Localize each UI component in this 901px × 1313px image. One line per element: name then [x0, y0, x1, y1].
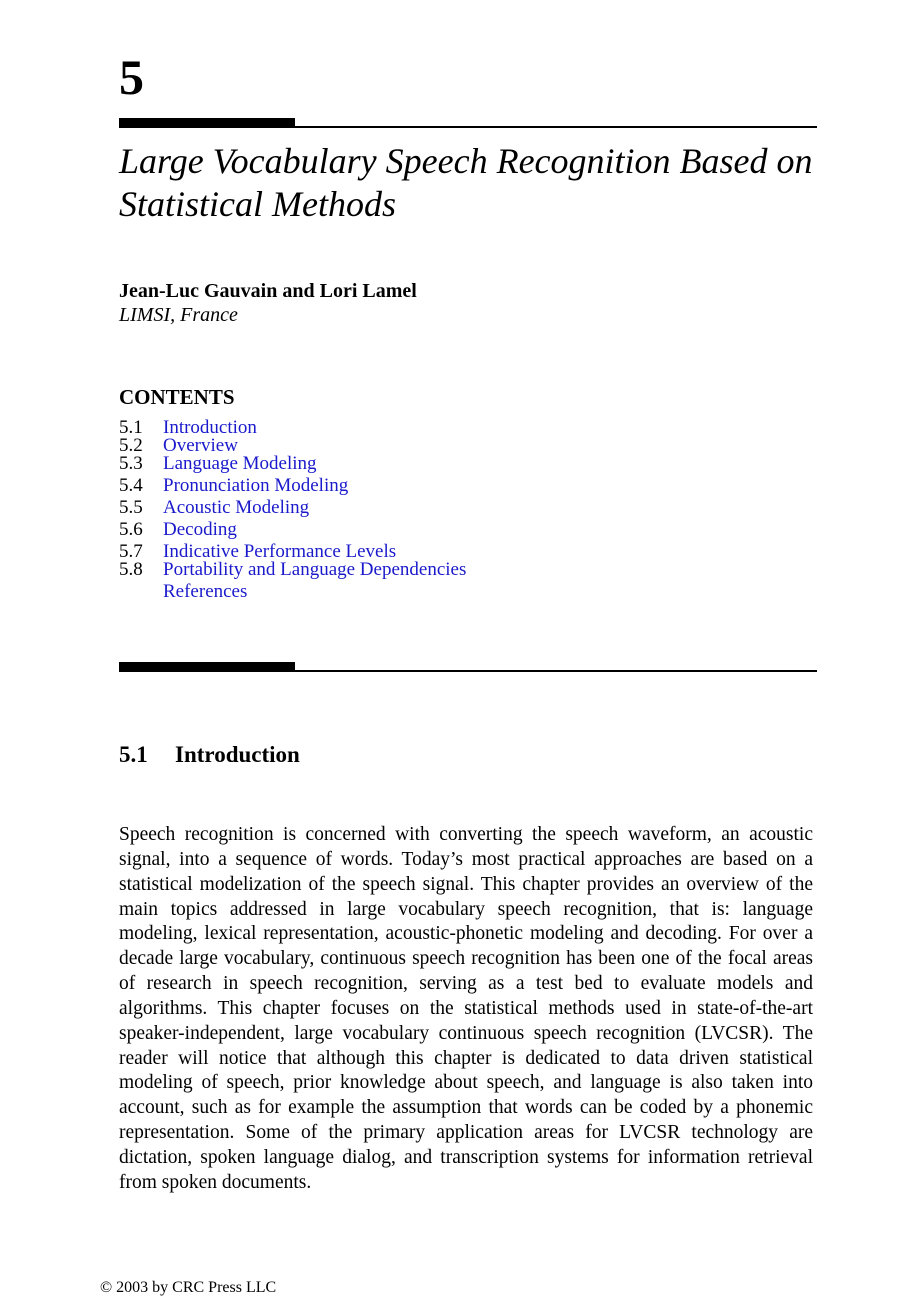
toc-link-language-modeling[interactable]: Language Modeling	[163, 453, 317, 474]
toc-item-number: 5.8	[119, 559, 143, 580]
toc-item-number: 5.3	[119, 453, 143, 474]
section-number: 5.1	[119, 742, 148, 767]
toc-link-acoustic-modeling[interactable]: Acoustic Modeling	[163, 497, 310, 518]
chapter-authors: Jean-Luc Gauvain and Lori Lamel	[119, 280, 417, 302]
toc-item-number: 5.6	[119, 519, 143, 540]
section-heading	[119, 741, 300, 769]
section-title: Introduction	[175, 742, 300, 767]
author-affiliation: LIMSI, France	[119, 304, 238, 326]
chapter-rule-top	[119, 118, 817, 128]
toc-item-number: 5.2	[119, 435, 143, 456]
contents-heading: CONTENTS	[119, 385, 235, 409]
toc-link-pronunciation-modeling[interactable]: Pronunciation Modeling	[163, 475, 349, 496]
toc-item-number: 5.1	[119, 417, 143, 438]
copyright-footer: © 2003 by CRC Press LLC	[100, 1279, 277, 1296]
toc-link-references[interactable]: References	[163, 581, 248, 602]
toc-link-portability[interactable]: Portability and Language Dependencies	[163, 559, 467, 580]
toc-link-introduction[interactable]: Introduction	[163, 417, 257, 438]
toc-link-performance-levels[interactable]: Indicative Performance Levels	[163, 541, 397, 562]
contents-rule-bottom	[119, 662, 817, 672]
toc-item-number: 5.4	[119, 475, 143, 496]
toc-link-decoding[interactable]: Decoding	[163, 519, 237, 540]
toc-link-overview[interactable]: Overview	[163, 435, 238, 456]
rule-thin-line	[119, 126, 817, 128]
chapter-number: 5	[119, 49, 144, 105]
rule-thin-line	[119, 670, 817, 672]
toc-item-number: 5.5	[119, 497, 143, 518]
section-body-paragraph: Speech recognition is concerned with converting the speech waveform, an acoustic signal, into a sequence of words. Today’s most practical approaches are based on a statistical modelization of the speech signal. This chapter provides an overview of the main topics addressed in large vocabulary speech recognition, that is: language modeling, lexical representation, acoustic-phonetic modeling and decoding. For over a decade large vocabulary, continuous speech recognition has been one of the focal areas of research in speech recognition, serving as a test bed to evaluate models and algorithms. This chapter focuses on the statistical methods used in state-of-the-art speaker-independent, large vocabulary continuous speech recognition (LVCSR). The reader will notice that although this chapter is dedicated to data driven statistical modeling of speech, prior knowledge about speech, and language is also taken into account, such as for example the assumption that words can be coded by a phonemic representation. Some of the primary application areas for LVCSR technology are dictation, spoken language dialog, and transcription systems for information retrieval from spoken documents.	[119, 824, 813, 1193]
toc-item-number: 5.7	[119, 541, 143, 562]
chapter-title: Large Vocabulary Speech Recognition Based on Statistical Methods	[119, 141, 813, 224]
